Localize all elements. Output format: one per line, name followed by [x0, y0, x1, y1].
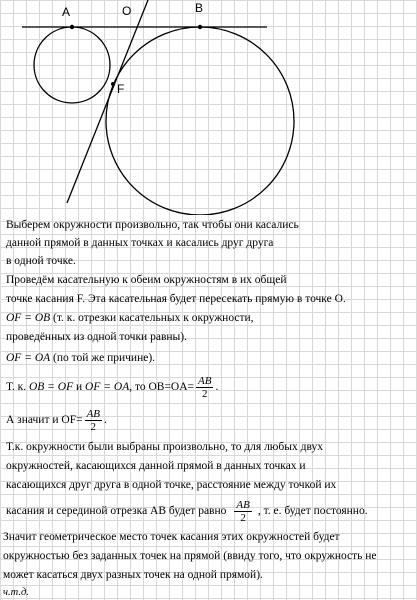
- paragraph-line: [6, 311, 417, 326]
- paragraph-line: может касаться двух разных точек на одной прямой).: [3, 569, 263, 581]
- paragraph-line: касающихся друг друга в одной точке, расстояние между точкой их: [6, 479, 337, 491]
- text-span: касания и серединой отрезка АВ будет равно: [6, 505, 227, 517]
- text-span: Т. к.: [6, 381, 29, 393]
- math-expression: OF = OA: [6, 352, 51, 364]
- paragraph-line: в одной точке.: [6, 255, 76, 267]
- label-b: B: [195, 1, 204, 15]
- common-tangent: [67, 0, 148, 203]
- fraction: [234, 499, 251, 524]
- paragraph-line: проведённых из одной точки равны).: [6, 331, 187, 343]
- fraction-denominator: 2: [240, 511, 246, 524]
- text-span: .: [104, 414, 107, 426]
- text-span: .: [215, 381, 219, 393]
- fraction-numerator: AB: [236, 498, 250, 511]
- point-f: [111, 82, 115, 86]
- paragraph-line: Т.к. окружности были выбраны произвольно, то для любых двух: [6, 441, 323, 453]
- paragraph-line: [6, 351, 417, 366]
- text-span: и: [73, 381, 86, 393]
- paragraph-line: Значит геометрическое место точек касания этих окружностей будет: [3, 531, 340, 543]
- label-f: F: [117, 82, 125, 96]
- math-expression: OF = OA: [85, 381, 130, 393]
- point-a: [70, 25, 74, 29]
- label-a: A: [62, 5, 71, 19]
- paragraph-line: [6, 370, 417, 404]
- fraction: [196, 375, 213, 400]
- paragraph-line: [6, 494, 417, 528]
- fraction-numerator: AB: [86, 407, 101, 420]
- small-circle: [34, 27, 110, 103]
- geometry-figure: [0, 0, 417, 215]
- paragraph-line: Проведём касательную к обеим окружностям в их общей: [6, 274, 287, 286]
- paragraph-line: окружностью без заданных точек на прямой (ввиду того, что окружность не: [3, 550, 377, 562]
- math-expression: OF = OB: [6, 312, 51, 324]
- paragraph-line: [6, 404, 417, 436]
- text-span: (т. к. отрезки касательных к окружности,: [50, 312, 254, 324]
- text-span: , то OB=OA=: [129, 381, 195, 393]
- paragraph-line: окружностей, касающихся данной прямой в данных точках и: [6, 460, 306, 472]
- text-span: А значит и OF=: [6, 414, 83, 426]
- point-b: [198, 25, 202, 29]
- math-expression: OB = OF: [28, 381, 74, 393]
- paragraph-line: Выберем окружности произвольно, так чтобы они касались: [6, 219, 299, 231]
- text-span: , т. е. будет постоянно.: [257, 505, 368, 517]
- fraction-denominator: 2: [90, 420, 97, 433]
- large-circle: [106, 27, 294, 215]
- fraction-numerator: AB: [198, 374, 212, 387]
- paragraph-line: данной прямой в данных точках и касались друг друга: [6, 237, 274, 249]
- fraction: [85, 408, 102, 433]
- fraction-denominator: 2: [202, 387, 208, 400]
- qed-mark: ч.т.д.: [3, 587, 29, 598]
- label-o: O: [122, 4, 132, 18]
- paragraph-line: точке касания F. Эта касательная будет пересекать прямую в точке О.: [6, 293, 346, 305]
- text-span: (по той же причине).: [50, 352, 156, 364]
